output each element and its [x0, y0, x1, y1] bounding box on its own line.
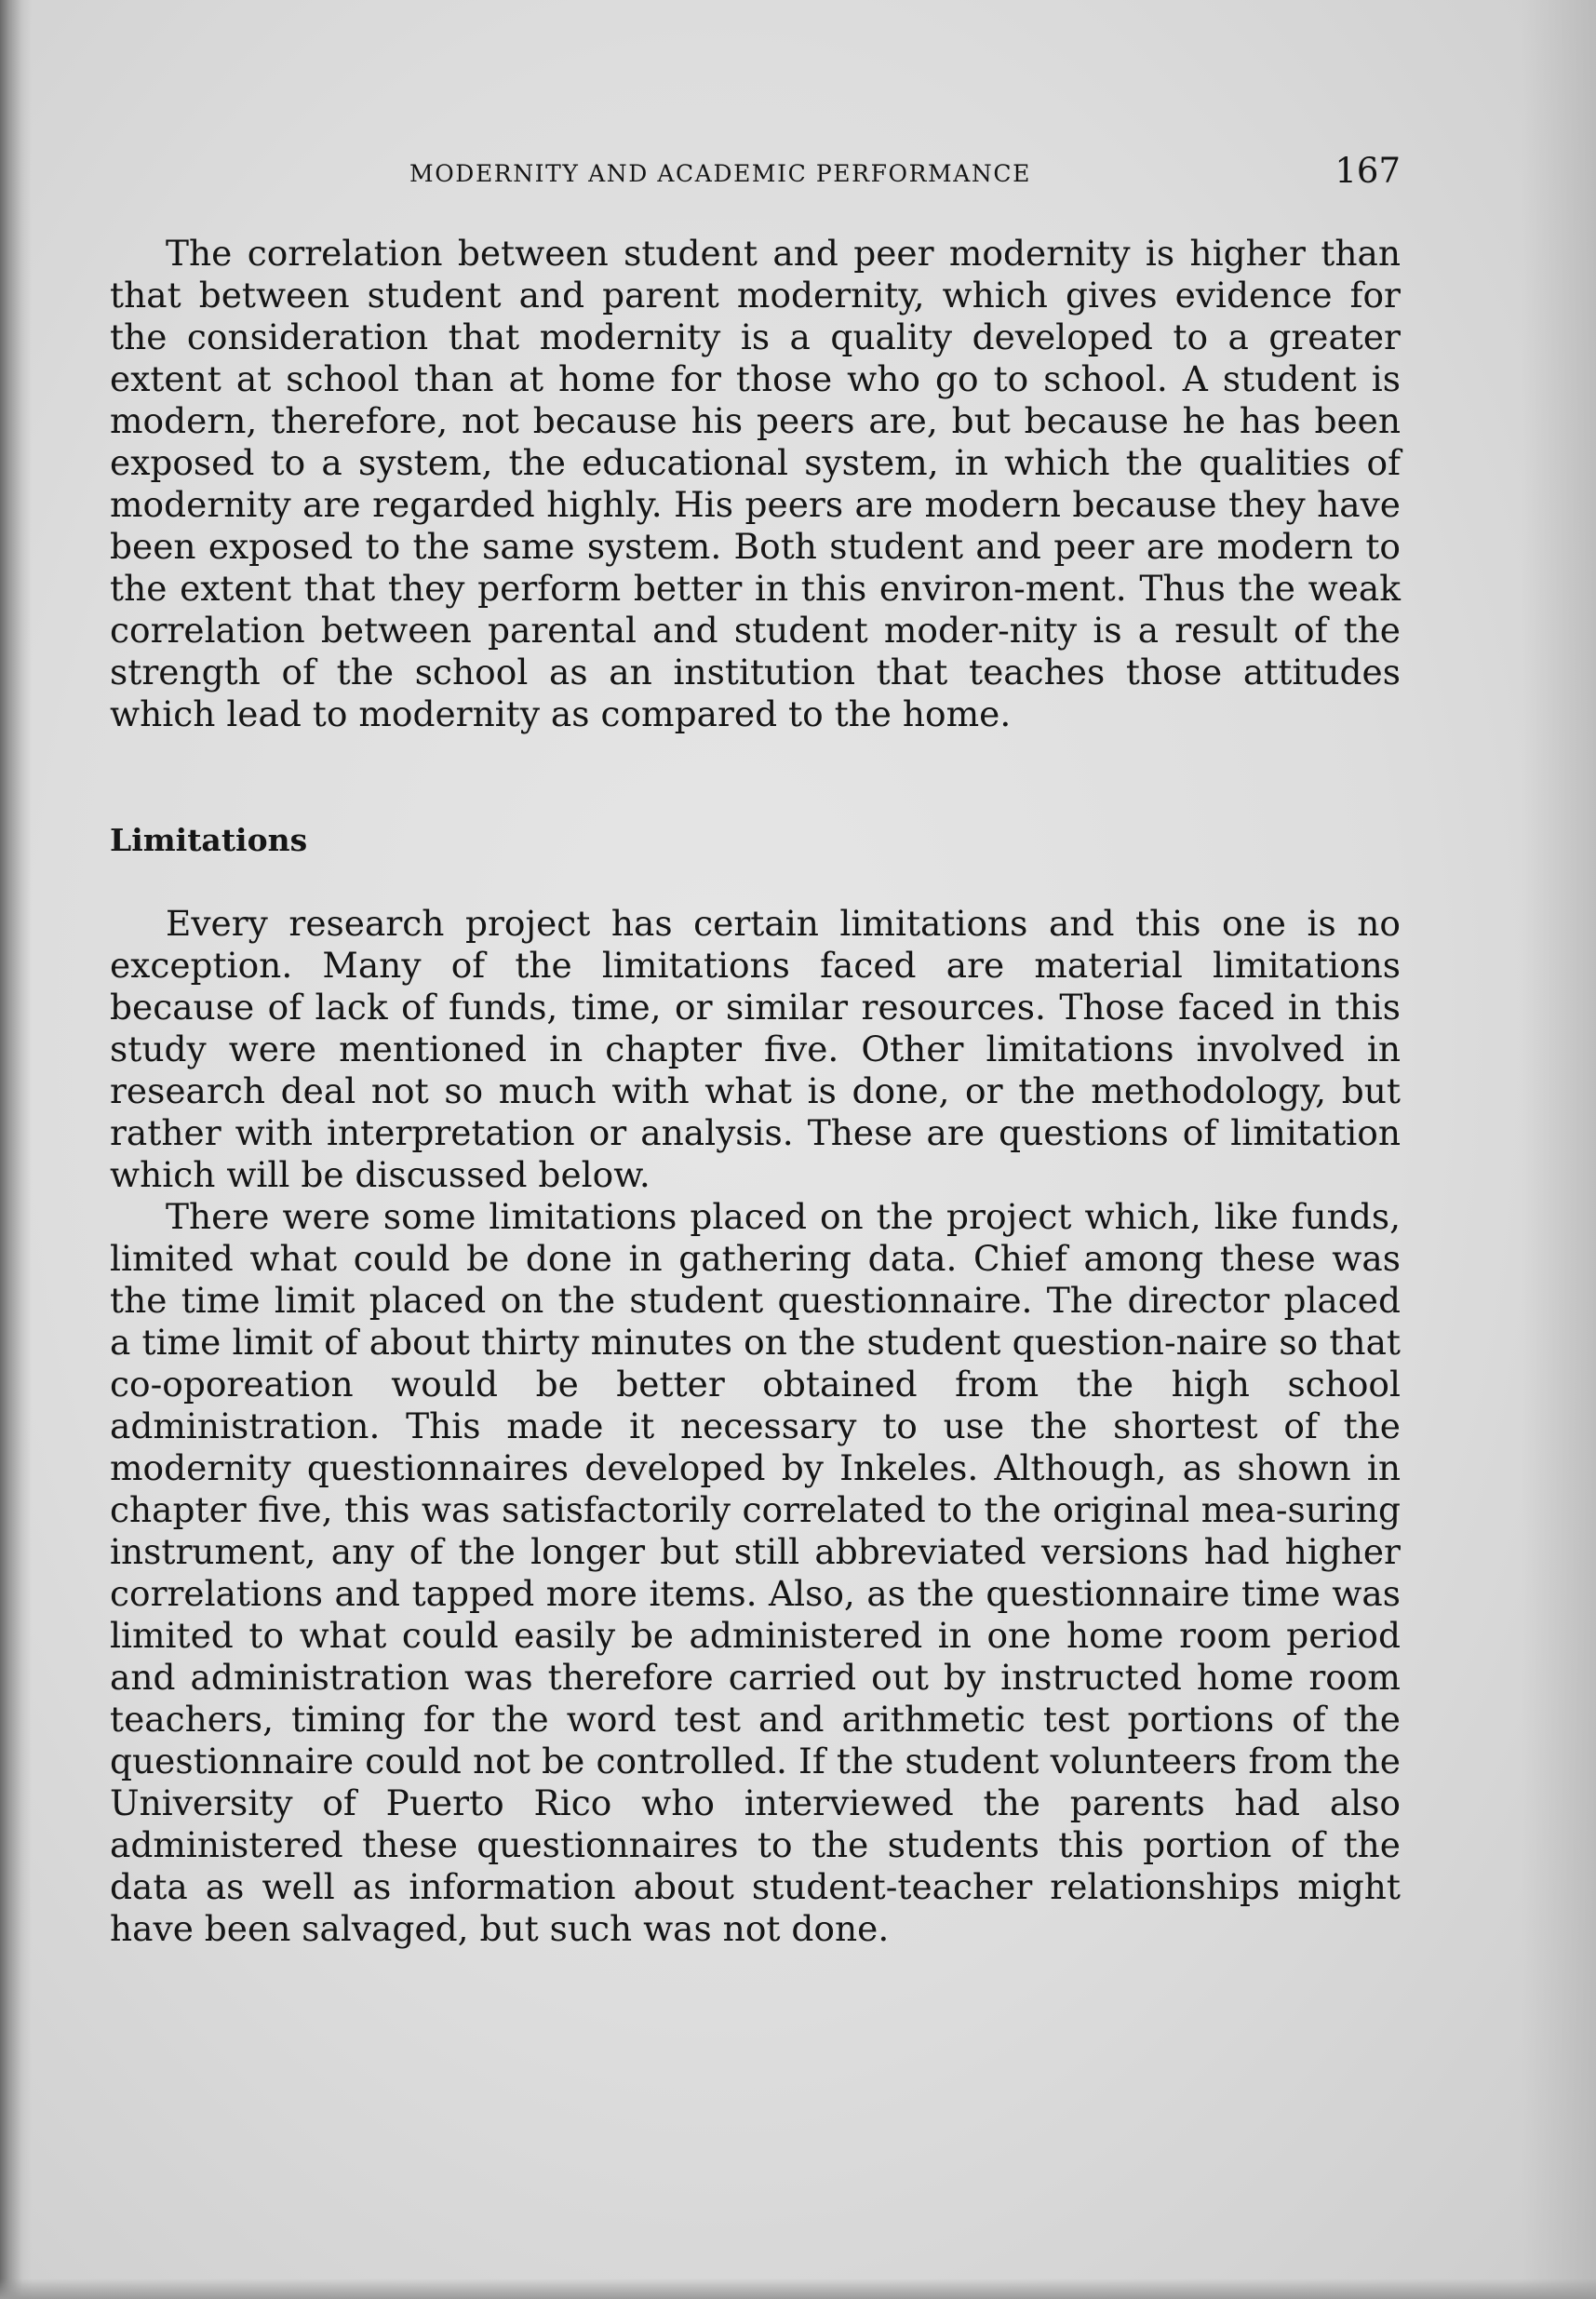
running-head	[110, 151, 1401, 197]
page-edge-shade	[1522, 0, 1596, 2299]
binding-shadow	[0, 0, 32, 2299]
paragraph-limitations-intro: Every research project has certain limitations and this one is no exception. Many of the limitations faced are material limitations because of lack of funds, time, or similar resources. Those faced in this study were mentioned in chapter five. Other limitations involved in research deal not so much with what is done, or the methodology, but rather with interpretation or analysis. These are questions of limitation which will be discussed below.	[110, 903, 1401, 1195]
paragraph-limitations-time: There were some limitations placed on the project which, like funds, limited what could be done in gathering data. Chief among these was the time limit placed on the student questionnaire. The director placed a time limit of about thirty minutes on the student question-naire so that co-oporeation would be better obtained from the high school administration. This made it necessary to use the shortest of the modernity questionnaires developed by Inkeles. Although, as shown in chapter five, this was satisfactorily correlated to the original mea-suring instrument, any of the longer but still abbreviated versions had higher correlations and tapped more items. Also, as the questionnaire time was limited to what could easily be administered in one home room period and administration was therefore carried out by instructed home room teachers, timing for the word test and arithmetic test portions of the questionnaire could not be controlled. If the student volunteers from the University of Puerto Rico who interviewed the parents had also administered these questionnaires to the students this portion of the data as well as information about student-teacher relationships might have been salvaged, but such was not done.	[110, 1196, 1401, 1949]
page-body	[110, 233, 1401, 1950]
section-heading-limitations: Limitations	[110, 822, 308, 858]
page-number: 167	[1334, 151, 1401, 191]
bottom-edge-shadow	[0, 2279, 1596, 2299]
heading-spacer	[110, 861, 1401, 903]
section-spacer	[110, 735, 1401, 819]
running-title: MODERNITY AND ACADEMIC PERFORMANCE	[409, 160, 1031, 187]
paragraph-modernity-correlation: The correlation between student and peer modernity is higher than that between student and parent modernity, which gives evidence for the consideration that modernity is a quality developed to a greater extent at school than at home for those who go to school. A student is modern, therefore, not because his peers are, but because he has been exposed to a system, the educational system, in which the qualities of modernity are regarded highly. His peers are modern because they have been exposed to the same system. Both student and peer are modern to the extent that they perform better in this environ-ment. Thus the weak correlation between parental and student moder-nity is a result of the strength of the school as an institution that teaches those attitudes which lead to modernity as compared to the home.	[110, 233, 1401, 734]
